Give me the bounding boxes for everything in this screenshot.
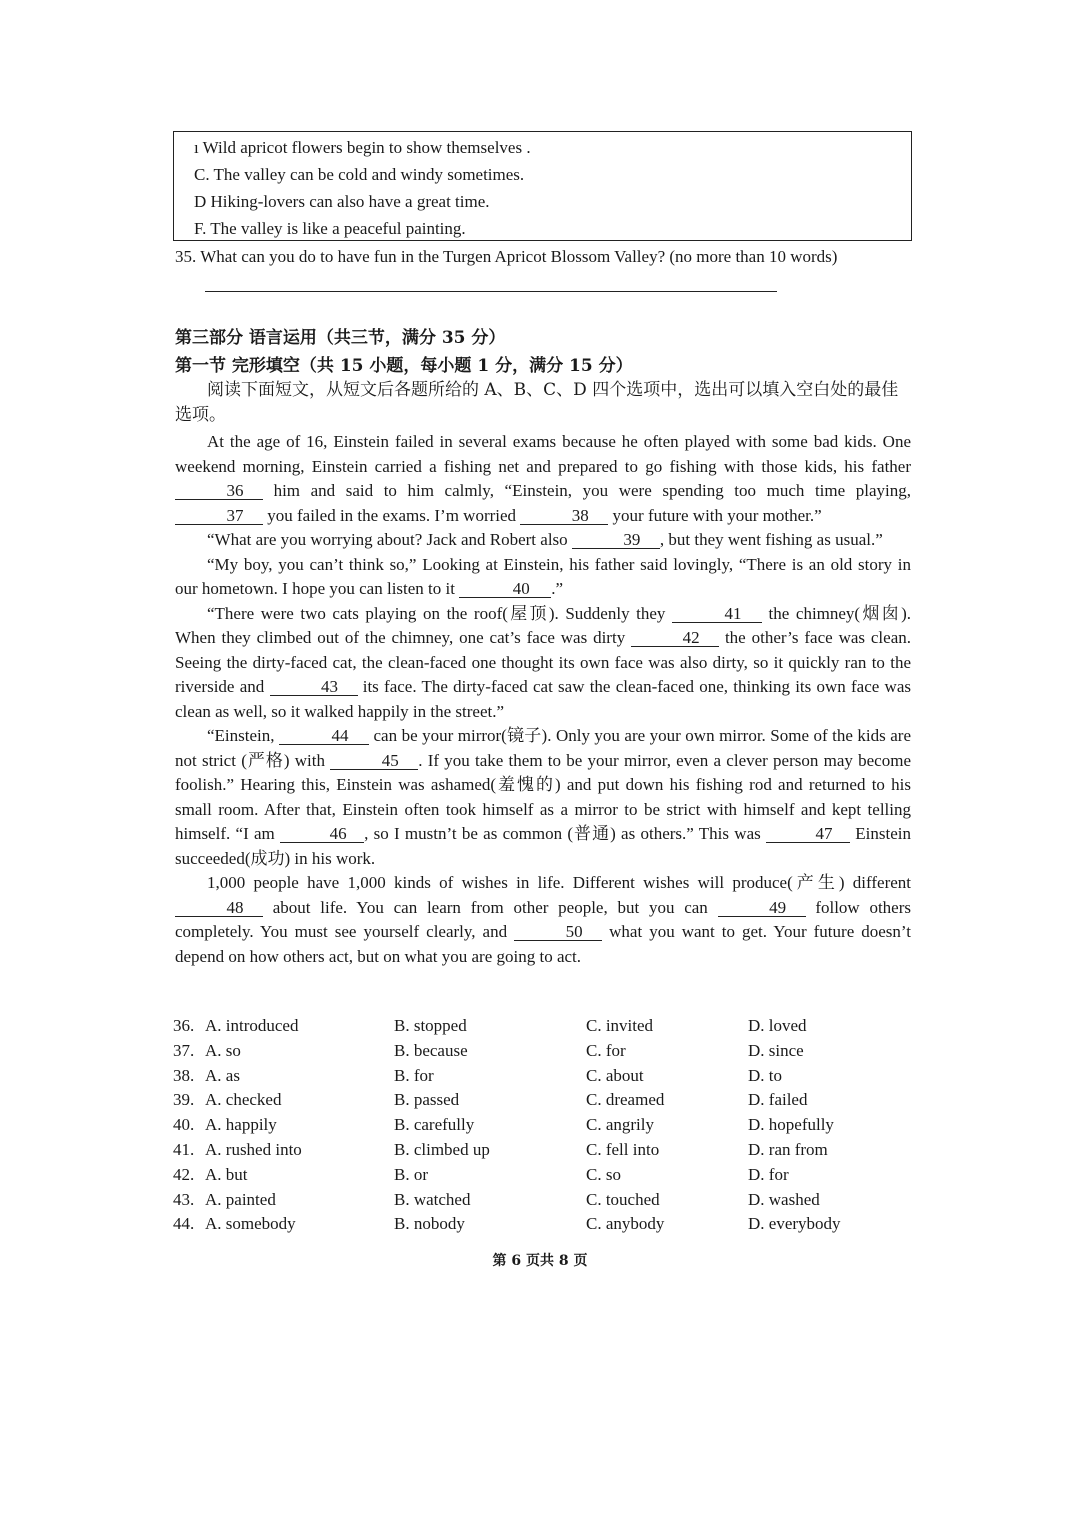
- choice-row: 42. A. but B. or C. so D. for: [173, 1164, 789, 1184]
- blank-38: 38: [520, 507, 608, 525]
- paragraph: “What are you worrying about? Jack and Robert also 39 , but they went fishing as usual.”: [207, 530, 883, 549]
- choice-row: 43. A. painted B. watched C. touched D. washed: [173, 1189, 820, 1209]
- part-title: 第三部分 语言运用（共三节，满分 35 分）: [175, 328, 506, 348]
- paragraph: “There were two cats playing on the roof(屋顶). Suddenly they 41 the chimney(烟囱). When they climbed out of the chimney, one cat’s face was dirty 42 the other’s face was clean. Seeing the dirty-faced cat, the clean-faced one thought its own face was also dirty, so it quickly ran to the riverside and 43 its face. The dirty-faced cat saw the clean-faced one, thinking its own face was clean as well, so it walked happily in the street.”: [175, 603, 911, 721]
- choice-row: 37. A. so B. because C. for D. since: [173, 1040, 804, 1060]
- option-line: D Hiking-lovers can also have a great time.: [194, 192, 490, 211]
- blank-40: 40: [459, 580, 551, 598]
- answer-line: [205, 291, 777, 292]
- section-title: 第一节 完形填空（共 15 小题，每小题 1 分，满分 15 分）: [175, 356, 633, 376]
- blank-45: 45: [330, 752, 418, 770]
- answer-choices: [173, 1016, 913, 1239]
- blank-36: 36: [175, 482, 263, 500]
- blank-50: 50: [514, 923, 602, 941]
- choice-row: 44. A. somebody B. nobody C. anybody D. everybody: [173, 1214, 841, 1234]
- cloze-passage: [175, 430, 911, 969]
- choice-row: 36. A. introduced B. stopped C. invited D. loved: [173, 1016, 807, 1035]
- choice-row: 38. A. as B. for C. about D. to: [173, 1065, 782, 1085]
- paragraph: At the age of 16, Einstein failed in several exams because he often played with some bad kids. One weekend morning, Einstein carried a fishing net and prepared to go fishing with those kids, his father 36 him and said to him calmly, “Einstein, you were spending too much time playing, 37 you failed in the exams. I’m worried 38 your future with your mother.”: [175, 432, 911, 525]
- blank-48: 48: [175, 899, 263, 917]
- blank-39: 39: [572, 531, 660, 549]
- blank-49: 49: [718, 899, 806, 917]
- paragraph: “Einstein, 44 can be your mirror(镜子). Only you are your own mirror. Some of the kids are not strict (严格) with 45 . If you take them to be your mirror, even a clever person may become foolish.” Hearing this, Einstein was ashamed(羞愧的) and put down his fishing rod and returned to his small room. After that, Einstein often took himself as a mirror to be strict with himself and kept telling himself. “I am 46 , so I mustn’t be as common (普通) as others.” This was 47 Einstein succeeded(成功) in his work.: [175, 726, 912, 868]
- instructions: 阅读下面短文，从短文后各题所给的 A、B、C、D 四个选项中，选出可以填入空白处的最佳选项。: [175, 380, 899, 425]
- blank-42: 42: [631, 629, 719, 647]
- choice-row: 40. A. happily B. carefully C. angrily D. hopefully: [173, 1115, 834, 1135]
- choice-row: 39. A. checked B. passed C. dreamed D. failed: [173, 1090, 808, 1110]
- option-line: F. The valley is like a peaceful painting.: [194, 219, 466, 238]
- paragraph: 1,000 people have 1,000 kinds of wishes in life. Different wishes will produce(产生) different 48 about life. You can learn from other people, but you can 49 follow others completely. You must see yourself clearly, and 50 what you want to get. Your future doesn’t depend on how others act, but on what you are going to act.: [175, 873, 911, 966]
- blank-44: 44: [279, 727, 369, 745]
- option-line: C. The valley can be cold and windy sometimes.: [194, 165, 525, 184]
- blank-43: 43: [270, 678, 358, 696]
- blank-46: 46: [280, 825, 364, 843]
- paragraph: “My boy, you can’t think so,” Looking at Einstein, his father said lovingly, “There is an old story in our hometown. I hope you can listen to it 40 .”: [175, 554, 911, 598]
- blank-41: 41: [672, 605, 762, 623]
- option-line: ı Wild apricot flowers begin to show themselves .: [194, 138, 531, 157]
- blank-47: 47: [766, 825, 850, 843]
- choice-row: 41. A. rushed into B. climbed up C. fell into D. ran from: [173, 1139, 828, 1159]
- previous-options-box: [173, 131, 912, 241]
- question-35: 35. What can you do to have fun in the Turgen Apricot Blossom Valley? (no more than 10 words): [175, 247, 838, 266]
- page-number: 第 6 页共 8 页: [492, 1253, 588, 1269]
- blank-37: 37: [175, 507, 263, 525]
